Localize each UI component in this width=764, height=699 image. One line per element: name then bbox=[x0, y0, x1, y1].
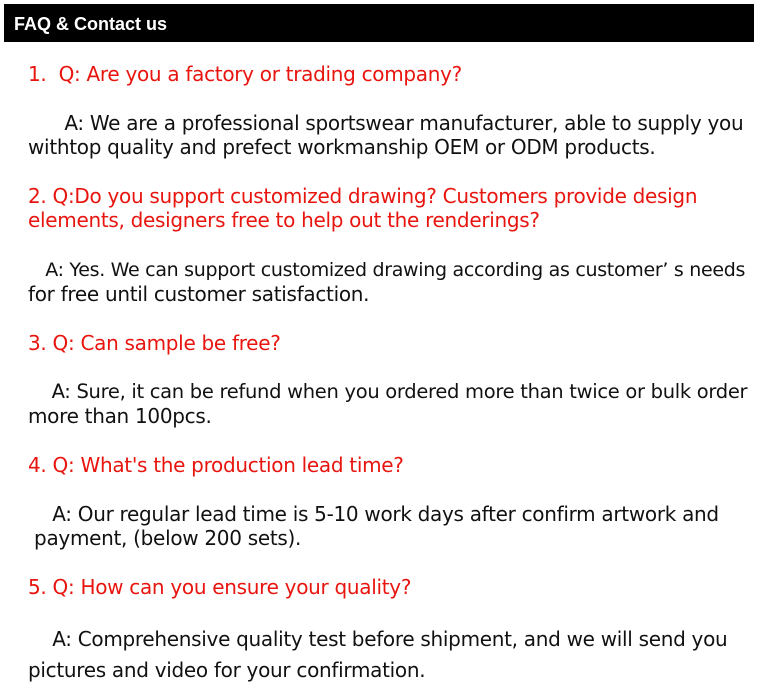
faq-4-answer-line-2: payment, (below 200 sets). bbox=[28, 526, 302, 550]
faq-2-question-line-1: 2. Q:Do you support customized drawing? Customers provide design bbox=[28, 184, 698, 208]
faq-3-question: 3. Q: Can sample be free? bbox=[28, 331, 281, 355]
faq-1-question: 1. Q: Are you a factory or trading company? bbox=[28, 62, 462, 86]
faq-1-answer-line-1: A: We are a professional sportswear manufacturer, able to supply you bbox=[28, 111, 744, 135]
page-title: FAQ & Contact us bbox=[14, 14, 168, 34]
faq-1-answer-line-2: withtop quality and prefect workmanship OEM or ODM products. bbox=[28, 135, 656, 159]
faq-3-answer-line-2: more than 100pcs. bbox=[28, 404, 212, 428]
faq-2-answer-line-1: A: Yes. We can support customized drawing according as customer’ s needs bbox=[28, 259, 746, 281]
faq-4-answer-line-1: A: Our regular lead time is 5-10 work days after confirm artwork and bbox=[28, 502, 719, 526]
faq-4-question: 4. Q: What's the production lead time? bbox=[28, 453, 404, 477]
faq-2-question-line-2: elements, designers free to help out the renderings? bbox=[28, 208, 540, 232]
faq-3-answer-line-1: A: Sure, it can be refund when you ordered more than twice or bulk order bbox=[28, 380, 748, 403]
header-bar bbox=[4, 4, 754, 42]
faq-5-answer-line-1: A: Comprehensive quality test before shipment, and we will send you bbox=[28, 627, 728, 651]
faq-5-question: 5. Q: How can you ensure your quality? bbox=[28, 575, 412, 599]
faq-5-answer-line-2: pictures and video for your confirmation. bbox=[28, 658, 426, 682]
faq-2-answer-line-2: for free until customer satisfaction. bbox=[28, 282, 370, 306]
